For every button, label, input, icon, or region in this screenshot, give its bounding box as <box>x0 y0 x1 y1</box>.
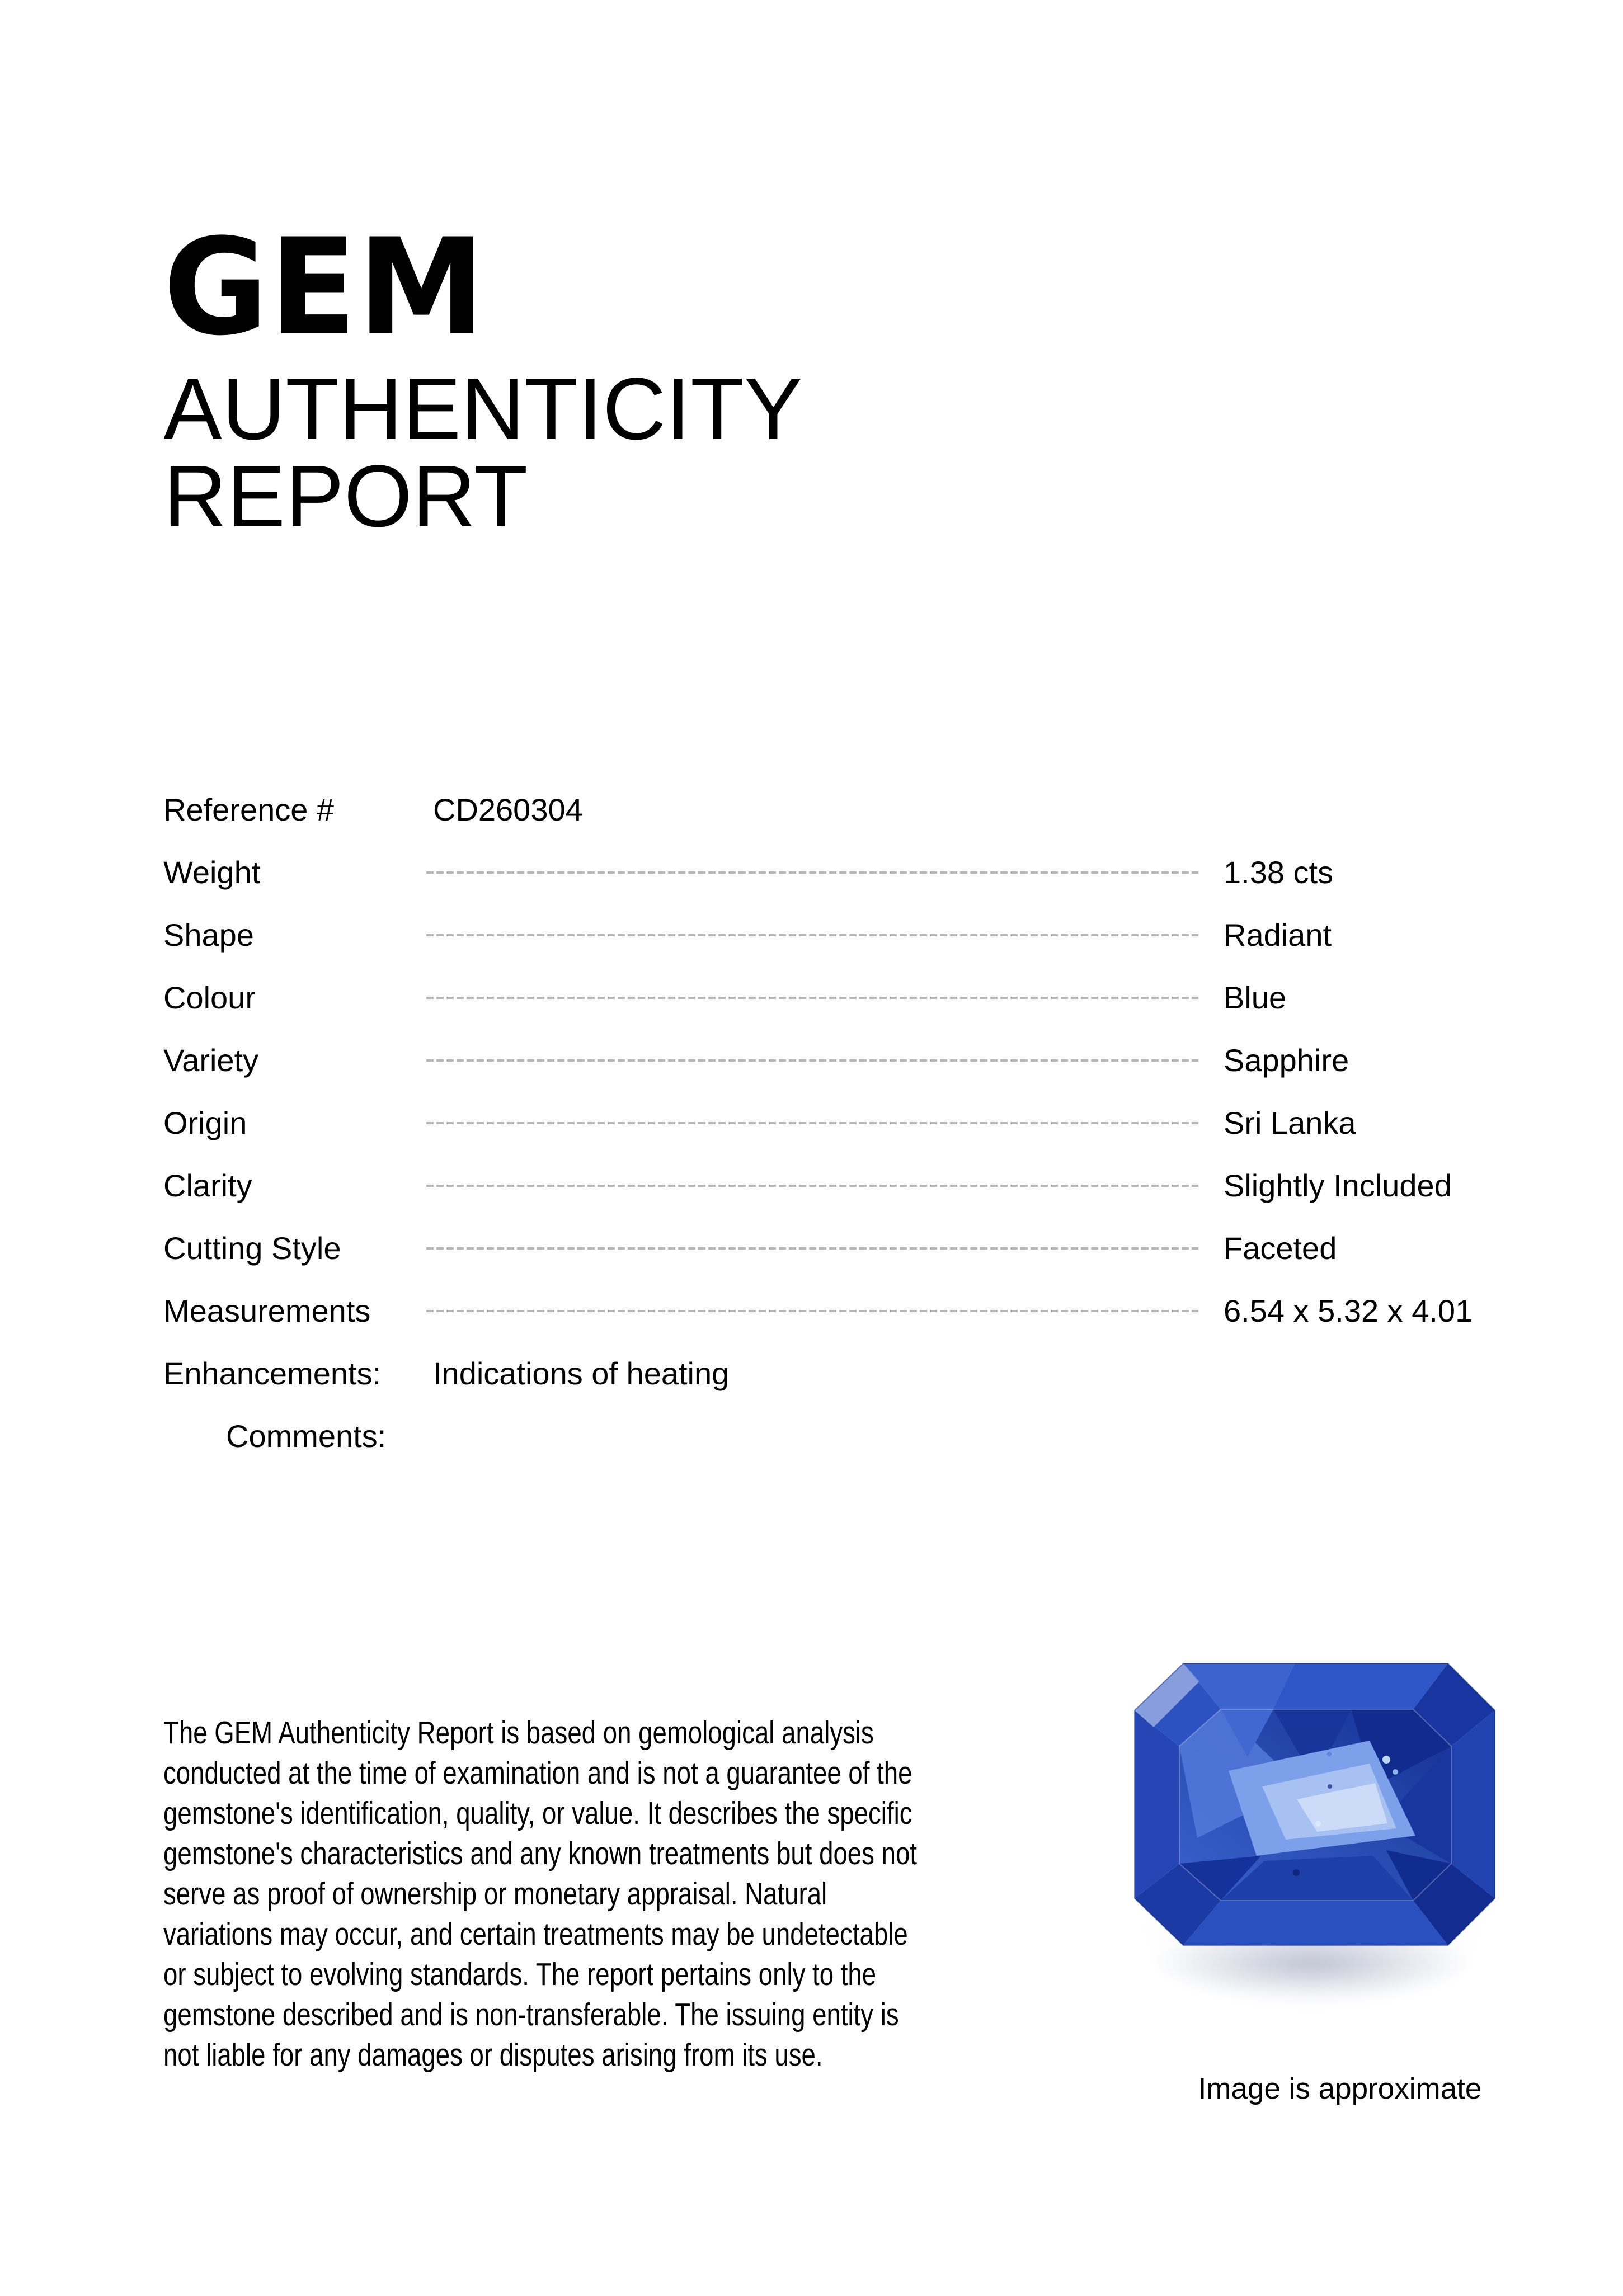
field-value-variety: Sapphire <box>1224 1043 1349 1078</box>
disclaimer-line: serve as proof of ownership or monetary appraisal. Natural <box>163 1876 827 1912</box>
field-row-cutting-style <box>163 1229 1514 1268</box>
field-label-enhancements: Enhancements: <box>163 1356 382 1391</box>
field-value-shape: Radiant <box>1224 917 1332 953</box>
field-value-measurements: 6.54 x 5.32 x 4.01 <box>1224 1293 1473 1328</box>
field-row-variety <box>163 1041 1514 1080</box>
report-subtitle <box>163 360 803 545</box>
sapphire-gem-image <box>1130 1659 1499 1950</box>
field-row-origin <box>163 1104 1514 1143</box>
disclaimer-line: conducted at the time of examination and is not a guarantee of the <box>163 1755 912 1791</box>
field-row-shape <box>163 916 1514 955</box>
report-header <box>163 210 803 545</box>
field-row-measurements <box>163 1291 1514 1331</box>
field-list <box>163 790 1514 1479</box>
photo-caption: Image is approximate <box>1198 2072 1482 2105</box>
dotted-leader <box>426 1122 1198 1124</box>
field-value-reference: CD260304 <box>433 792 583 827</box>
field-label-comments: Comments: <box>226 1418 387 1454</box>
field-label-clarity: Clarity <box>163 1168 252 1203</box>
disclaimer-line: not liable for any damages or disputes arising from its use. <box>163 2037 823 2073</box>
dotted-leader <box>426 934 1198 936</box>
field-label-variety: Variety <box>163 1043 259 1078</box>
disclaimer-line: or subject to evolving standards. The report pertains only to the <box>163 1956 877 1992</box>
disclaimer-paragraph <box>163 1713 1105 2075</box>
field-row-reference <box>163 790 1514 829</box>
field-label-measurements: Measurements <box>163 1293 371 1328</box>
dotted-leader <box>426 871 1198 874</box>
field-value-weight: 1.38 cts <box>1224 855 1334 890</box>
sapphire-gem-svg <box>1130 1659 1499 1950</box>
dotted-leader <box>426 1310 1198 1312</box>
disclaimer-line: The GEM Authenticity Report is based on gemological analysis <box>163 1715 874 1751</box>
field-label-origin: Origin <box>163 1105 247 1140</box>
field-label-colour: Colour <box>163 980 256 1015</box>
field-label-cutting-style: Cutting Style <box>163 1230 341 1266</box>
report-subtitle-line2: REPORT <box>163 447 528 545</box>
disclaimer-line: variations may occur, and certain treatments may be undetectable <box>163 1916 908 1952</box>
field-label-shape: Shape <box>163 917 254 953</box>
disclaimer-line: gemstone's identification, quality, or value. It describes the specific <box>163 1795 912 1831</box>
report-title: GEM <box>163 210 486 365</box>
field-label-reference: Reference # <box>163 792 335 827</box>
dotted-leader <box>426 1247 1198 1250</box>
field-value-clarity: Slightly Included <box>1224 1168 1452 1203</box>
field-row-clarity <box>163 1166 1514 1205</box>
field-value-enhancements: Indications of heating <box>433 1356 730 1391</box>
disclaimer-line: gemstone described and is non-transferable. The issuing entity is <box>163 1997 899 2033</box>
disclaimer-line: gemstone's characteristics and any known treatments but does not <box>163 1836 918 1871</box>
field-row-weight <box>163 853 1514 892</box>
field-value-colour: Blue <box>1224 980 1287 1015</box>
dotted-leader <box>426 1059 1198 1062</box>
field-row-enhancements <box>163 1354 1514 1393</box>
field-value-cutting-style: Faceted <box>1224 1230 1337 1266</box>
field-label-weight: Weight <box>163 855 261 890</box>
gem-photo-figure <box>1052 1594 1623 2187</box>
dotted-leader <box>426 1185 1198 1187</box>
dotted-leader <box>426 997 1198 999</box>
field-row-comments <box>163 1417 1514 1456</box>
report-subtitle-line1: AUTHENTICITY <box>163 360 803 458</box>
field-row-colour <box>163 978 1514 1017</box>
field-value-origin: Sri Lanka <box>1224 1105 1356 1140</box>
